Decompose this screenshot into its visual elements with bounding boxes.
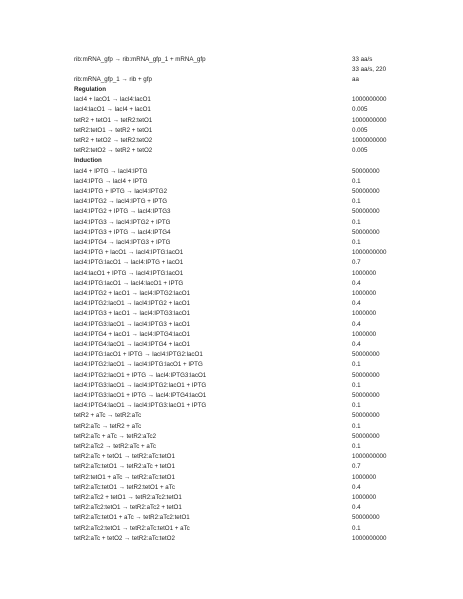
reaction-text: tetR2:aTc → tetR2 + aTc	[74, 422, 142, 430]
rate-text: 50000000	[352, 351, 380, 359]
rate-text: 50000000	[352, 514, 380, 522]
reaction-text: tetR2:tetO1 → tetR2 + tetO1	[74, 126, 153, 134]
rate-text: 1000000	[352, 269, 377, 277]
rate-text: 1000000000	[352, 96, 387, 104]
reaction-text: lacI4 + lacO1 → lacI4:lacO1	[74, 96, 151, 104]
reaction-text: lacI4:IPTG2 + lacO1 → lacI4:IPTG2:lacO1	[74, 290, 191, 297]
reaction-text: lacI4:IPTG2 + IPTG → lacI4:IPTG3	[74, 208, 171, 216]
rate-text: 0.1	[352, 381, 361, 389]
rate-text: 0.1	[352, 524, 361, 532]
reaction-text: tetR2:aTc2 → tetR2:aTc + aTc	[74, 443, 157, 450]
reaction-text: lacI4:IPTG + lacO1 → lacI4:IPTG:lacO1	[74, 249, 184, 257]
rate-text: 1000000	[352, 310, 377, 318]
reaction-text: lacI4:IPTG3 → lacI4:IPTG2 + IPTG	[74, 218, 171, 226]
rate-text: 50000000	[352, 392, 380, 399]
rate-text: 0.4	[352, 483, 361, 491]
rate-text: aa	[352, 76, 359, 83]
reaction-text: tetR2:aTc2 + tetO1 → tetR2:aTc2:tetO1	[74, 494, 182, 501]
rate-text: 0.005	[352, 106, 368, 114]
rate-text: 50000000	[352, 412, 380, 420]
rate-text: 50000000	[352, 208, 380, 216]
reaction-text: lacI4:IPTG4 → lacI4:IPTG3 + IPTG	[74, 239, 171, 246]
rate-text: 1000000000	[352, 453, 387, 461]
rate-text: 0.1	[352, 239, 361, 246]
rate-text: 1000000000	[352, 137, 387, 144]
reaction-text: tetR2 + tetO1 → tetR2:tetO1	[74, 116, 153, 124]
rate-text: 33 aa/s	[352, 56, 373, 63]
rate-text: 1000000	[352, 494, 377, 501]
rate-text: 50000000	[352, 167, 380, 175]
reaction-text: lacI4:IPTG3:lacO1 + IPTG → lacI4:IPTG4:lacO1	[74, 392, 207, 399]
rate-text: 1000000000	[352, 116, 387, 124]
reaction-text: lacI4:IPTG4:lacO1 → lacI4:IPTG4 + lacO1	[74, 341, 191, 348]
reaction-text: lacI4:IPTG2 → lacI4:IPTG + IPTG	[74, 198, 168, 206]
reaction-text: lacI4:IPTG4:lacO1 → lacI4:IPTG3:lacO1 + IPTG	[74, 402, 207, 410]
reaction-text: lacI4:IPTG3:lacO1 → lacI4:IPTG3 + lacO1	[74, 320, 191, 328]
rate-text: 0.1	[352, 443, 361, 450]
reaction-text: lacI4:IPTG:lacO1 + IPTG → lacI4:IPTG2:lacO1	[74, 351, 203, 359]
rate-text: 0.1	[352, 402, 361, 410]
reaction-text: lacI4:IPTG + IPTG → lacI4:IPTG2	[74, 188, 168, 195]
reaction-text: lacI4:IPTG4 + lacO1 → lacI4:IPTG4:lacO1	[74, 330, 191, 338]
reaction-text: tetR2:aTc + aTc → tetR2:aTc2	[74, 432, 157, 440]
reaction-text: lacI4:IPTG3 + lacO1 → lacI4:IPTG3:lacO1	[74, 310, 191, 318]
reaction-text: tetR2 + tetO2 → tetR2:tetO2	[74, 137, 153, 144]
reaction-text: lacI4:IPTG2:lacO1 + IPTG → lacI4:IPTG3:lacO1	[74, 371, 207, 379]
rate-text: 1000000	[352, 330, 377, 338]
rate-text: 1000000	[352, 473, 377, 481]
reaction-text: lacI4:lacO1 → lacI4 + lacO1	[74, 106, 151, 114]
rate-text: 50000000	[352, 188, 380, 195]
rate-text: 33 aa/s, 220	[352, 66, 387, 73]
rate-text: 50000000	[352, 432, 380, 440]
rate-text: 1000000000	[352, 534, 387, 542]
reaction-text: lacI4:IPTG → lacI4 + IPTG	[74, 177, 148, 185]
rate-text: 0.4	[352, 341, 361, 348]
reaction-text: tetR2:tetO2 → tetR2 + tetO2	[74, 147, 153, 155]
rate-text: 0.4	[352, 504, 361, 512]
rate-text: 50000000	[352, 371, 380, 379]
reaction-text: lacI4:IPTG3:lacO1 → lacI4:IPTG2:lacO1 + IPTG	[74, 381, 207, 389]
reaction-text: lacI4:lacO1 + IPTG → lacI4:IPTG:lacO1	[74, 269, 184, 277]
reaction-text: tetR2 + aTc → tetR2:aTc	[74, 412, 142, 420]
rate-text: 0.7	[352, 463, 361, 471]
rate-text: 1000000000	[352, 249, 387, 257]
reaction-text: lacI4:IPTG3 + IPTG → lacI4:IPTG4	[74, 228, 171, 236]
reaction-text: tetR2:aTc + tetO1 → tetR2:aTc:tetO1	[74, 453, 175, 461]
reaction-text: tetR2:aTc:tetO1 → tetR2:aTc + tetO1	[74, 463, 175, 471]
reaction-text: lacI4:IPTG2:lacO1 → lacI4:IPTG2 + lacO1	[74, 300, 191, 308]
reaction-text: tetR2:aTc:tetO1 + aTc → tetR2:aTc2:tetO1	[74, 514, 190, 522]
reaction-text: lacI4 + IPTG → lacI4:IPTG	[74, 167, 148, 175]
reaction-text: rib:mRNA_gfp → rib:mRNA_gfp_1 + mRNA_gfp	[74, 56, 206, 63]
rate-text: 0.4	[352, 320, 361, 328]
rate-text: 0.005	[352, 126, 368, 134]
reaction-text: tetR2:aTc + tetO2 → tetR2:aTc:tetO2	[74, 534, 175, 542]
reaction-text: lacI4:IPTG:lacO1 → lacI4:lacO1 + IPTG	[74, 279, 184, 287]
section-title: Induction	[74, 157, 102, 165]
rate-text: 0.1	[352, 422, 361, 430]
reaction-text: tetR2:aTc2:tetO1 → tetR2:aTc2 + tetO1	[74, 504, 182, 512]
rate-text: 0.4	[352, 279, 361, 287]
rate-text: 0.4	[352, 300, 361, 308]
rate-text: 1000000	[352, 290, 377, 297]
reaction-text: tetR2:aTc2:tetO1 → tetR2:aTc:tetO1 + aTc	[74, 524, 190, 532]
reaction-text: lacI4:IPTG:lacO1 → lacI4:IPTG + lacO1	[74, 259, 184, 267]
rate-text: 0.1	[352, 198, 361, 206]
rate-text: 50000000	[352, 228, 380, 236]
rate-text: 0.7	[352, 259, 361, 267]
rate-text: 0.005	[352, 147, 368, 155]
rate-text: 0.1	[352, 361, 361, 369]
section-title: Regulation	[74, 86, 106, 93]
rate-text: 0.1	[352, 218, 361, 226]
reaction-text: lacI4:IPTG2:lacO1 → lacI4:IPTG:lacO1 + IPTG	[74, 361, 203, 369]
reaction-text: tetR2:tetO1 + aTc → tetR2:aTc:tetO1	[74, 473, 175, 481]
reaction-text: rib:mRNA_gfp_1 → rib + gfp	[74, 76, 152, 83]
rate-text: 0.1	[352, 177, 361, 185]
reaction-text: tetR2:aTc:tetO1 → tetR2:tetO1 + aTc	[74, 483, 175, 491]
